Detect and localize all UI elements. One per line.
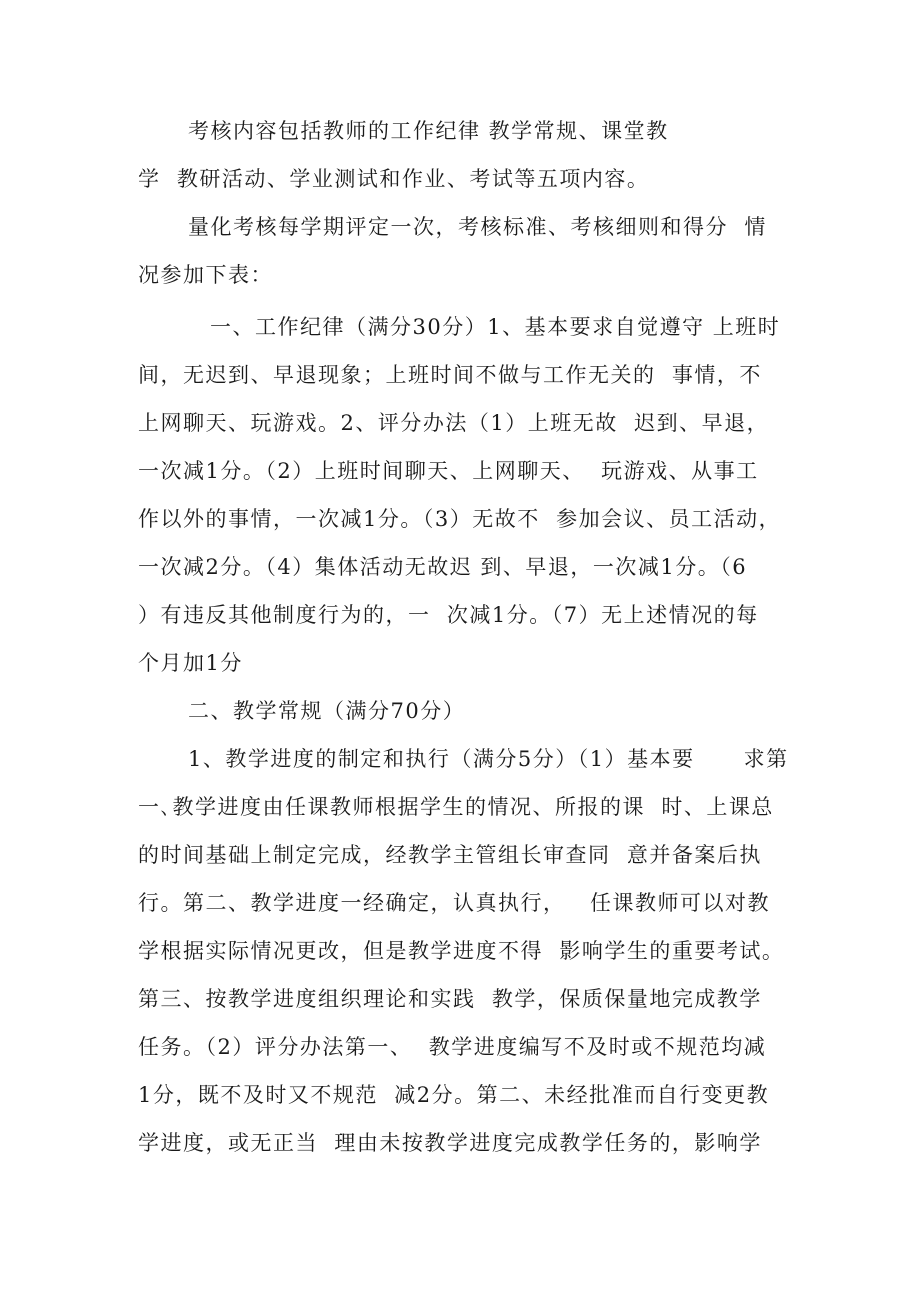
paragraph-line: 任务。（2）评分办法第一、 教学进度编写不及时或不规范均减 xyxy=(138,1035,767,1059)
section-heading: 二、教学常规（满分70分） xyxy=(188,699,466,723)
paragraph-line: 第三、按教学进度组织理论和实践 教学，保质保量地完成教学 xyxy=(138,987,762,1011)
paragraph-line: 一､教学进度由任课教师根据学生的情况、所报的课 时、上课总 xyxy=(138,795,774,819)
paragraph-line: 一次减2分。（4）集体活动无故迟 到、早退，一次减1分。（6 xyxy=(138,555,748,579)
paragraph-line: 作以外的事情，一次减1分。（3）无故不 参加会议、员工活动， xyxy=(138,507,782,531)
paragraph-line: 间，无迟到、早退现象；上班时间不做与工作无关的 事情，不 xyxy=(138,363,762,387)
paragraph-line: 学进度，或无正当 理由未按教学进度完成教学任务的，影响学 xyxy=(138,1131,762,1155)
paragraph-line: 量化考核每学期评定一次，考核标准、考核细则和得分 情 xyxy=(188,215,767,239)
paragraph-line: 学根据实际情况更改，但是教学进度不得 影响学生的重要考试。 xyxy=(138,939,785,963)
paragraph-line: 考核内容包括教师的工作纪律 教学常规、课堂教 xyxy=(188,119,669,143)
paragraph-line: 一次减1分。（2）上班时间聊天、上网聊天、 玩游戏、从事工 xyxy=(138,459,759,483)
paragraph-line: 行。第二、教学进度一经确定，认真执行， 任课教师可以对教 xyxy=(138,891,771,915)
paragraph-line: 况参加下表： xyxy=(138,263,273,287)
paragraph-line: 个月加1分 xyxy=(138,651,243,675)
paragraph-line: ）有违反其他制度行为的，一 次减1分。（7）无上述情况的每 xyxy=(138,603,759,627)
section-heading-line: 一、工作纪律（满分30分）1、基本要求自觉遵守 上班时 xyxy=(210,315,781,339)
paragraph-line: 上网聊天、玩游戏。2、评分办法（1）上班无故 迟到、早退， xyxy=(138,411,770,435)
paragraph-line: 1分，既不及时又不规范 减2分。第二、未经批准而自行变更教 xyxy=(138,1083,770,1107)
paragraph-line: 1、教学进度的制定和执行（满分5分）（1）基本要 求第 xyxy=(188,747,789,771)
paragraph-line: 学 教研活动、学业测试和作业、考试等五项内容。 xyxy=(138,167,650,191)
paragraph-line: 的时间基础上制定完成，经教学主管组长审查同 意并备案后执 xyxy=(138,843,762,867)
